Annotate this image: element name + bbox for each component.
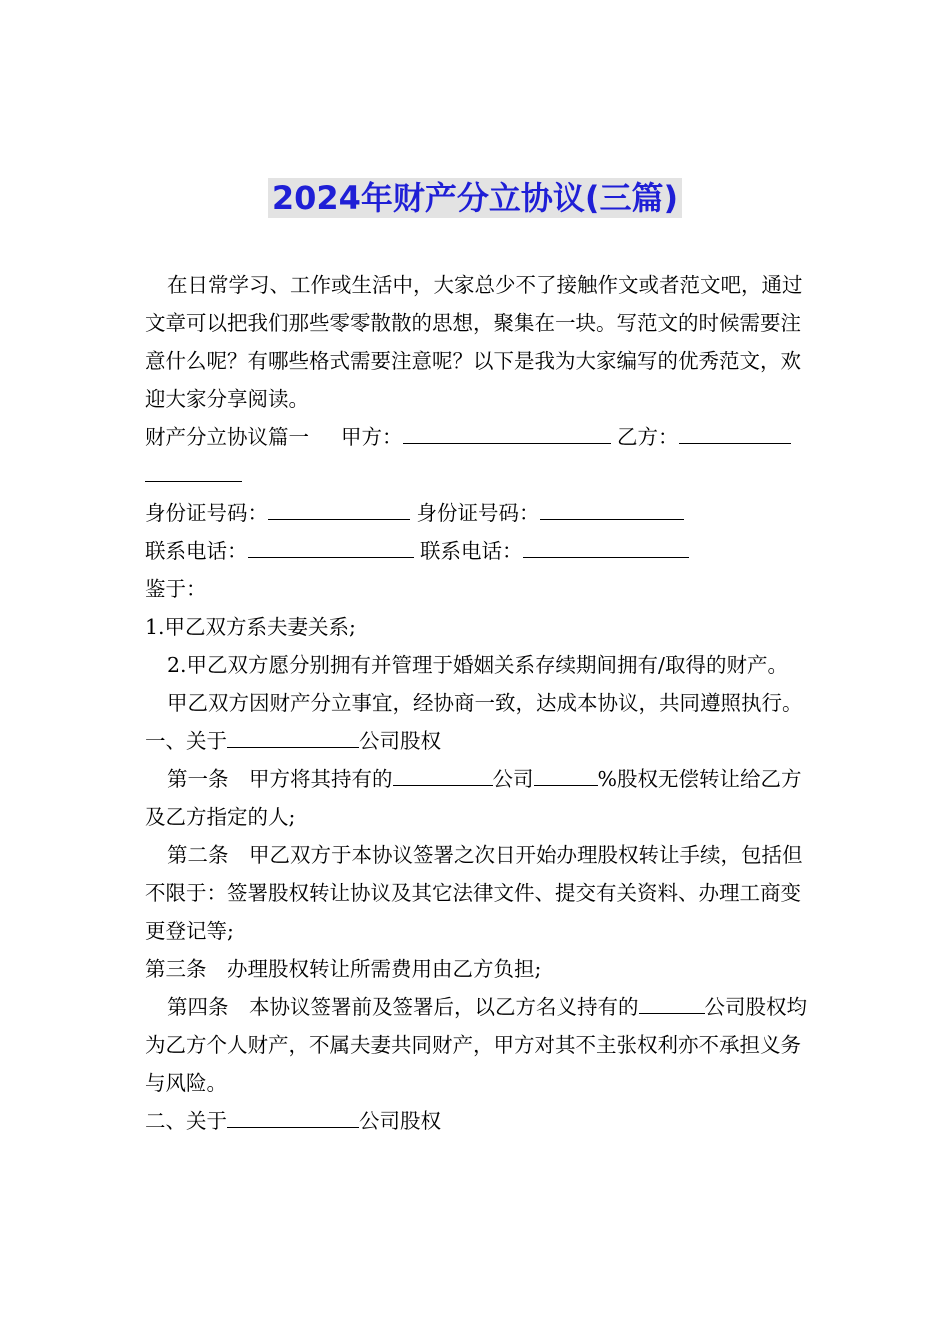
phone-b-blank — [523, 535, 689, 558]
item-1: 1.甲乙双方系夫妻关系; — [145, 615, 356, 639]
article-1-prefix: 第一条 甲方将其持有的 — [167, 767, 393, 791]
id-a-blank — [268, 497, 410, 520]
part-2-suffix: 公司股权 — [359, 1109, 441, 1133]
item-2: 2.甲乙双方愿分别拥有并管理于婚姻关系存续期间拥有/取得的财产。 — [167, 653, 788, 677]
document-title: 2024年财产分立协议(三篇) — [268, 178, 682, 218]
article-4-suffix: 公司股权均为乙方个人财产，不属夫妻共同财产，甲方对其不主张权利亦不承担义务与风险。 — [145, 995, 807, 1095]
section-title: 财产分立协议篇一 — [145, 425, 309, 449]
part-1-blank — [227, 725, 359, 748]
title-container — [0, 178, 950, 218]
phone-label-a: 联系电话： — [145, 539, 248, 563]
article-1-percent-blank — [534, 763, 598, 786]
part-1-heading — [145, 722, 815, 760]
agreement-paragraph: 甲乙双方因财产分立事宜，经协商一致，达成本协议，共同遵照执行。 — [167, 691, 803, 715]
party-a-label: 甲方： — [341, 425, 403, 449]
article-1 — [145, 760, 815, 836]
intro-paragraph: 在日常学习、工作或生活中，大家总少不了接触作文或者范文吧，通过文章可以把我们那些零零散散的思想，聚集在一块。写范文的时候需要注意什么呢？有哪些格式需要注意呢？以下是我为大家编写的优秀范文，欢迎大家分享阅读。 — [145, 273, 803, 411]
id-line — [145, 494, 815, 532]
article-1-company-blank — [393, 763, 493, 786]
parties-line — [145, 418, 815, 494]
article-4 — [145, 988, 815, 1102]
article-4-prefix: 第四条 本协议签署前及签署后，以乙方名义持有的 — [167, 995, 639, 1019]
party-a-blank — [403, 421, 611, 444]
part-2-blank — [227, 1105, 359, 1128]
part-2-prefix: 二、关于 — [145, 1109, 227, 1133]
article-3: 第三条 办理股权转让所需费用由乙方负担; — [145, 957, 542, 981]
party-b-blank-cont — [145, 459, 242, 482]
phone-line — [145, 532, 815, 570]
part-2-heading — [145, 1102, 815, 1140]
article-1-suffix: %股权无偿转让给乙方及乙方指定的人; — [145, 767, 802, 829]
party-b-blank — [679, 421, 791, 444]
article-4-blank — [639, 991, 705, 1014]
whereas-line: 鉴于： — [145, 577, 207, 601]
article-1-mid: 公司 — [492, 767, 534, 791]
party-b-label: 乙方： — [617, 425, 679, 449]
id-label-a: 身份证号码： — [145, 501, 268, 525]
part-1-suffix: 公司股权 — [359, 729, 441, 753]
part-1-prefix: 一、关于 — [145, 729, 227, 753]
id-label-b: 身份证号码： — [416, 501, 540, 525]
id-b-blank — [540, 497, 684, 520]
phone-label-b: 联系电话： — [420, 539, 523, 563]
article-2: 第二条 甲乙双方于本协议签署之次日开始办理股权转让手续，包括但不限于：签署股权转让协议及其它法律文件、提交有关资料、办理工商变更登记等; — [145, 843, 803, 943]
document-body — [145, 266, 815, 1140]
phone-a-blank — [248, 535, 414, 558]
